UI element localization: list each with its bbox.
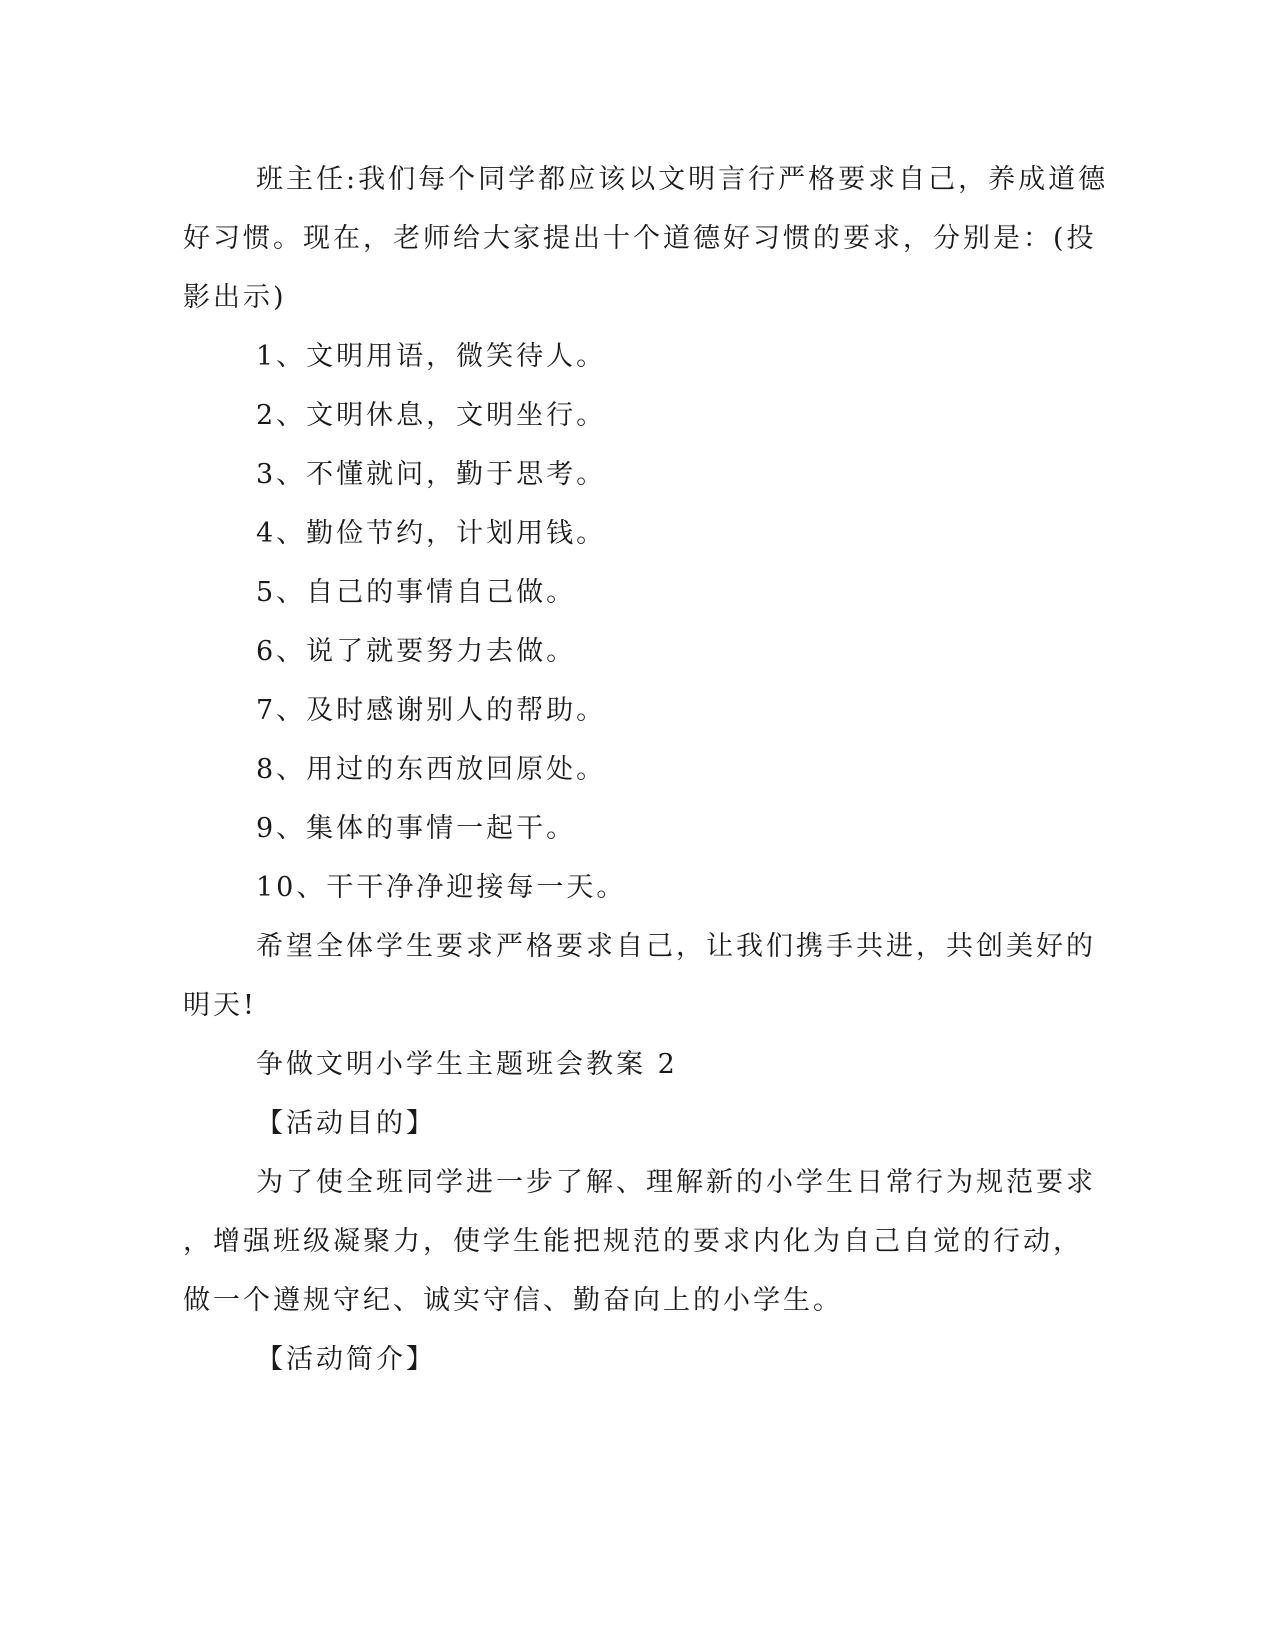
requirement-item: 1、文明用语，微笑待人。 (256, 341, 607, 372)
paragraph-line: 班主任:我们每个同学都应该以文明言行严格要求自己，养成道德 (256, 164, 1109, 195)
paragraph-line: 影出示) (183, 282, 287, 313)
intro-heading: 【活动简介】 (256, 1344, 436, 1375)
purpose-line: ，增强班级凝聚力，使学生能把规范的要求内化为自己自觉的行动， (183, 1226, 1083, 1257)
paragraph-line: 好习惯。现在，老师给大家提出十个道德好习惯的要求，分别是：(投 (183, 223, 1097, 254)
requirement-item: 8、用过的东西放回原处。 (256, 754, 607, 785)
purpose-heading: 【活动目的】 (256, 1108, 436, 1139)
requirement-item: 3、不懂就问，勤于思考。 (256, 459, 607, 490)
requirement-item: 2、文明休息，文明坐行。 (256, 400, 607, 431)
closing-line: 明天! (183, 990, 257, 1021)
section-title: 争做文明小学生主题班会教案 2 (256, 1049, 678, 1080)
purpose-line: 做一个遵规守纪、诚实守信、勤奋向上的小学生。 (183, 1285, 843, 1316)
requirement-item: 4、勤俭节约，计划用钱。 (256, 518, 607, 549)
requirement-item: 10、干干净净迎接每一天。 (256, 872, 627, 903)
closing-line: 希望全体学生要求严格要求自己，让我们携手共进，共创美好的 (256, 931, 1096, 962)
requirement-item: 6、说了就要努力去做。 (256, 636, 577, 667)
purpose-line: 为了使全班同学进一步了解、理解新的小学生日常行为规范要求 (256, 1167, 1096, 1198)
requirement-item: 7、及时感谢别人的帮助。 (256, 695, 607, 726)
requirement-item: 9、集体的事情一起干。 (256, 813, 577, 844)
requirement-item: 5、自己的事情自己做。 (256, 577, 577, 608)
